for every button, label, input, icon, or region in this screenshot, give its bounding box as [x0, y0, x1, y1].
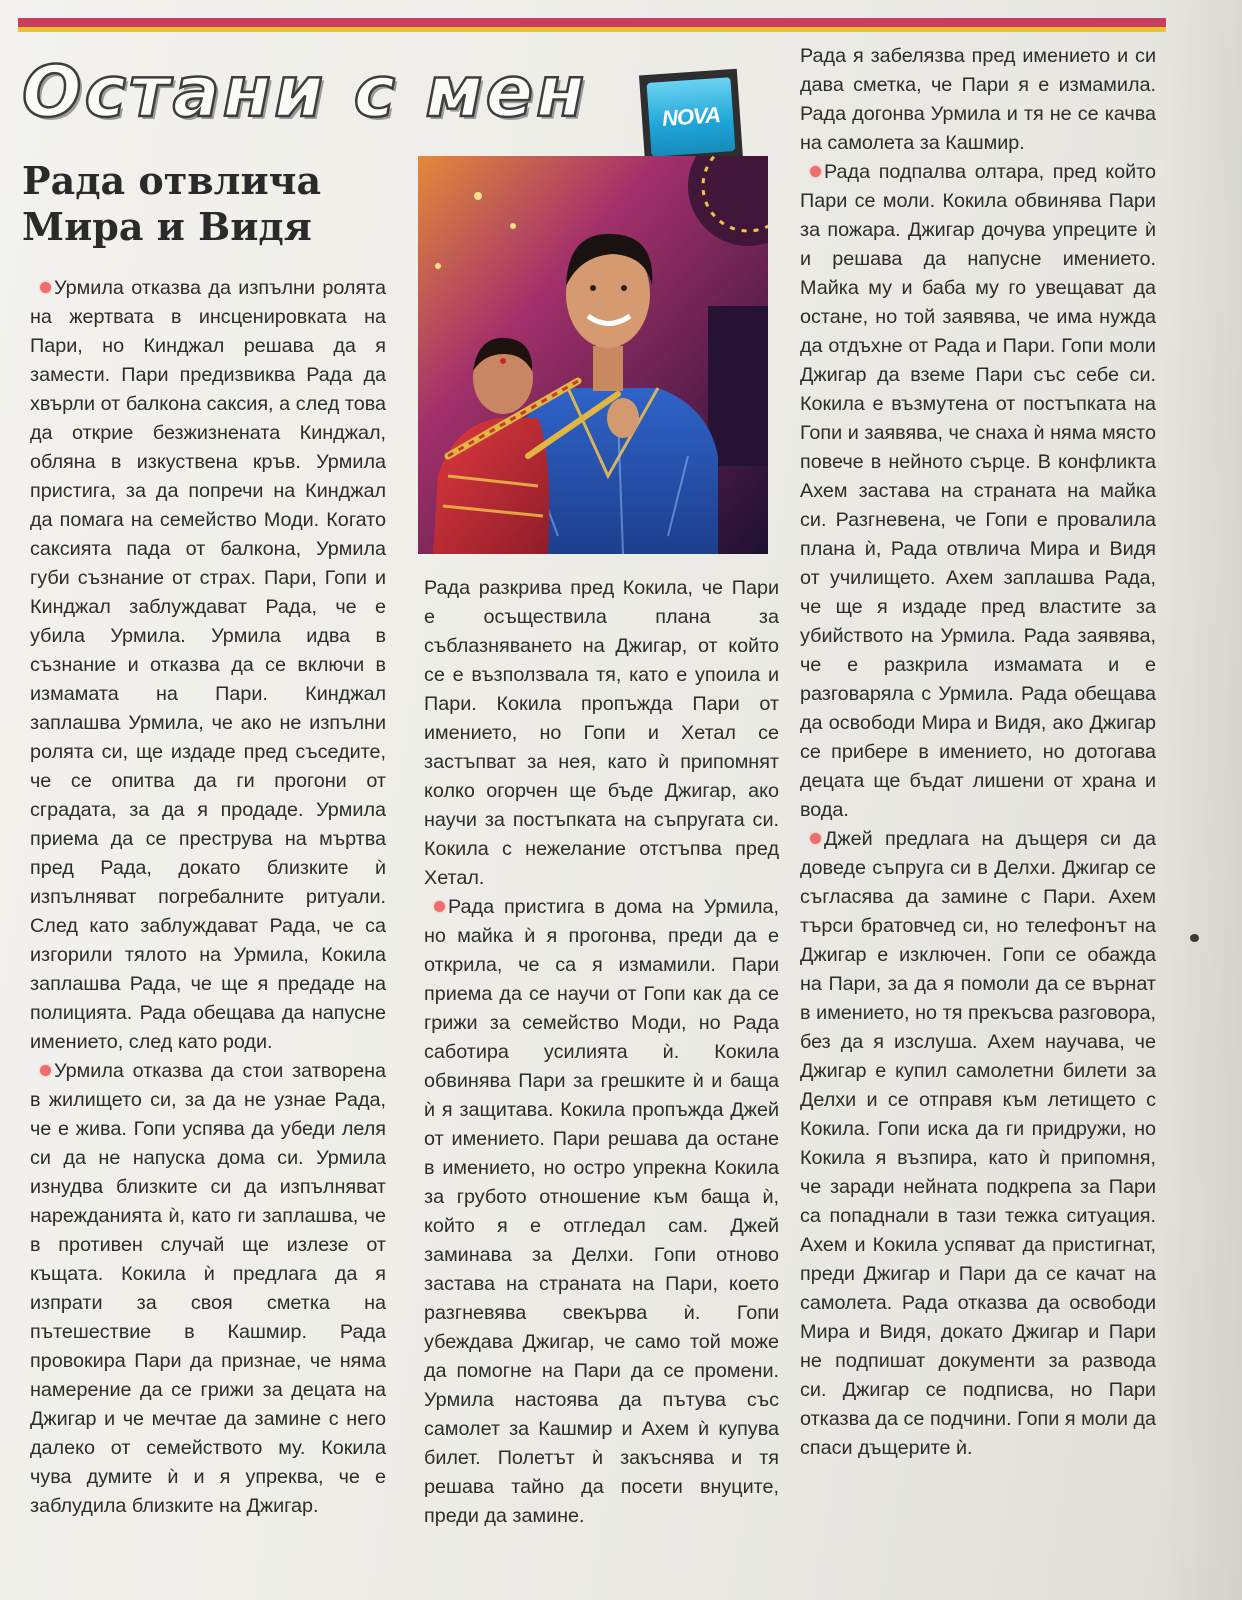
article-photo	[418, 156, 768, 554]
col3-paragraph-2	[800, 158, 1156, 825]
article-column-3	[800, 42, 1156, 1463]
col2-p1-text: Рада разкрива пред Кокила, че Пари е осъществила плана за съблазняването на Джигар, от който се е възползвала тя, като е упоила и Пари. Кокила пропъжда Пари от имението, но Гопи и Хетал се застъпват за нея, като ѝ припомнят колко огорчен ще бъде Джигар, ако научи за постъпката на съпругата си. Кокила с нежелание отстъпва пред Хетал.	[424, 577, 779, 889]
col3-p1-text: Рада я забелязва пред имението и си дава сметка, че Пари я е измамила. Рада догонва Урмила и тя не се качва на самолета за Кашмир.	[800, 45, 1156, 154]
col1-p2-text: Урмила отказва да стои затворена в жилището си, за да не узнае Рада, че е жива. Гопи успява да убеди леля си да не напуска дома си. Урмила изнудва близките си да изпълняват нарежданията ѝ, като ги заплашва, че в противен случай ще излезе от къщата. Кокила ѝ предлага да я изпрати за своя сметка на пътешествие в Кашмир. Рада провокира Пари да признае, че няма намерение да се грижи за децата на Джигар и че мечтае да замине с него далеко от семейството му. Кокила чува думите ѝ и я упреква, че е заблудила близките на Джигар.	[30, 1060, 386, 1517]
headline-line-1: Рада отвлича	[22, 158, 322, 203]
col3-p3-text: Джей предлага на дъщеря си да доведе съпруга си в Делхи. Джигар се съгласява да замине с Пари. Ахем търси братовчед си, но телефонът на Джигар е изключен. Гопи се обажда на Пари, за да я помоли да се върнат в имението, но тя прекъсва разговора, без да я изслуша. Ахем научава, че Джигар е купил самолетни билети за Делхи и се отправя към летището с Кокила. Гопи иска да ги придружи, но Кокила я възпира, като ѝ припомня, че заради нейната подкрепа за Пари са попаднали в тази тежка ситуация. Ахем и Кокила успяват да пристигнат, преди Джигар и Пари да се качат на самолета. Рада отказва да освободи Мира и Видя, докато Джигар и Пари не подпишат документи за развода си. Джигар се подписва, но Пари отказва да се подчини. Гопи я моли да спаси дъщерите ѝ.	[800, 828, 1156, 1459]
article-column-1	[30, 274, 386, 1521]
nova-logo-text: NOVA	[661, 102, 721, 131]
col1-paragraph-2	[30, 1057, 386, 1521]
col1-p1-text: Урмила отказва да изпълни ролята на жертвата в инсценировката на Пари, но Кинджал решава да я замести. Пари предизвиква Рада да хвърли от балкона саксия, а след това да открие безжизнената Кинджал, обляна в изкуствена кръв. Урмила пристига, за да попречи на Кинджал да помага на семейство Моди. Когато саксията пада от балкона, Урмила губи съзнание от страх. Пари, Гопи и Кинджал заблуждават Рада, че е убила Урмила. Урмила идва в съзнание и отказва да се включи в измамата на Пари. Кинджал заплашва Урмила, че ако не изпълни ролята си, ще издаде пред съседите, че се опитва да ги прогони от сградата, за да я продаде. Урмила приема да се преструва на мъртва пред Рада, докато близките ѝ изпълняват погребалните ритуали. След като заблуждават Рада, че са изгорили тялото на Урмила, Кокила заплашва Рада, че ще я предаде на полицията. Рада обещава да напусне имението, след като роди.	[30, 277, 386, 1053]
col3-paragraph-3	[800, 825, 1156, 1463]
col2-paragraph-1	[424, 574, 779, 893]
bullet-icon	[40, 282, 51, 293]
page-edge-shadow	[1162, 0, 1242, 1600]
col1-paragraph-1	[30, 274, 386, 1057]
top-rule-red	[18, 18, 1166, 27]
rubric-title: Остани с мен	[22, 51, 588, 133]
bullet-icon	[810, 166, 821, 177]
col3-paragraph-1	[800, 42, 1156, 158]
bullet-icon	[810, 833, 821, 844]
nova-logo-badge	[647, 77, 736, 157]
col2-p2-text: Рада пристига в дома на Урмила, но майка ѝ я прогонва, преди да е открила, че са я измамили. Пари приема да се научи от Гопи как да се грижи за семейство Моди, но Рада саботира усилията ѝ. Кокила обвинява Пари за грешките ѝ и баща ѝ я защитава. Кокила пропъжда Джей от имението. Пари решава да остане в имението, но остро упрекна Кокила за грубото отношение към баща ѝ, който я е отгледал сам. Джей заминава за Делхи. Гопи отново застава на страната на Пари, което разгневява свекърва ѝ. Гопи убеждава Джигар, че само той може да помогне на Пари да се промени. Урмила настоява да пътува със самолет за Кашмир и Ахем ѝ купува билет. Полетът ѝ закъснява и тя решава тайно да посети внуците, преди да замине.	[424, 896, 779, 1527]
col3-p2-text: Рада подпалва олтара, пред който Пари се моли. Кокила обвинява Пари за пожара. Джигар дочува упреците ѝ и решава да напусне имението. Майка му и баба му го увещават да остане, но той заявява, че има нужда да отдъхне от Рада и Пари. Гопи моли Джигар да вземе Пари със себе си. Кокила е възмутена от постъпката на Гопи и заявява, че снаха ѝ няма място повече в нейното сърце. В конфликта Ахем застава на страната на майка си. Разгневена, че Гопи е провалила плана ѝ, Рада отвлича Мира и Видя от училището. Ахем заплашва Рада, че ще я издаде пред властите за убийството на Урмила. Рада заявява, че е разкрила измамата и е разговаряла с Урмила. Рада обещава да освободи Мира и Видя, ако Джигар се прибере в имението, но дотогава децата ще бъдат лишени от храна и вода.	[800, 161, 1156, 821]
nova-logo	[639, 69, 743, 166]
article-headline	[22, 158, 402, 250]
article-column-2	[424, 574, 779, 1531]
headline-line-2: Мира и Видя	[22, 204, 312, 249]
photo-image	[418, 156, 768, 554]
bullet-icon	[40, 1065, 51, 1076]
top-rule-yellow	[18, 27, 1166, 32]
bullet-icon	[434, 901, 445, 912]
col2-paragraph-2	[424, 893, 779, 1531]
